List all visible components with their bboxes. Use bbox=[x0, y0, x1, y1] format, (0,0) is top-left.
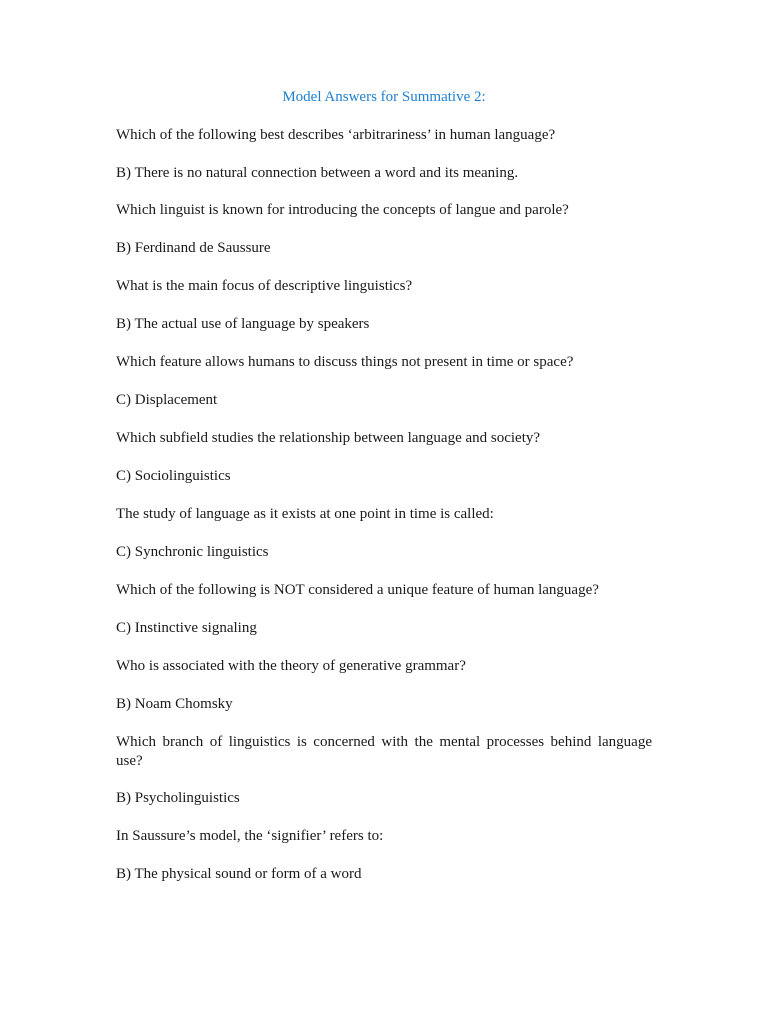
question-text: Which branch of linguistics is concerned with the mental processes behind language use? bbox=[116, 734, 652, 769]
answer-text: B) The actual use of language by speakers bbox=[116, 316, 370, 332]
question-text: Who is associated with the theory of generative grammar? bbox=[116, 658, 466, 674]
answer-text: C) Sociolinguistics bbox=[116, 468, 231, 484]
question-text: What is the main focus of descriptive linguistics? bbox=[116, 278, 413, 294]
question-text: Which feature allows humans to discuss things not present in time or space? bbox=[116, 354, 574, 370]
question-text: Which of the following best describes ‘arbitrariness’ in human language? bbox=[116, 127, 556, 143]
question-text: Which of the following is NOT considered a unique feature of human language? bbox=[116, 582, 599, 598]
answer-text: C) Synchronic linguistics bbox=[116, 544, 269, 560]
answer-text: B) Psycholinguistics bbox=[116, 790, 240, 806]
question-text: In Saussure’s model, the ‘signifier’ refers to: bbox=[116, 828, 384, 844]
answer-text: B) There is no natural connection between a word and its meaning. bbox=[116, 165, 519, 181]
document-title: Model Answers for Summative 2: bbox=[282, 89, 486, 105]
answer-text: C) Instinctive signaling bbox=[116, 620, 257, 636]
question-text: Which subfield studies the relationship between language and society? bbox=[116, 430, 541, 446]
answer-text: B) Noam Chomsky bbox=[116, 696, 233, 712]
question-text: Which linguist is known for introducing the concepts of langue and parole? bbox=[116, 202, 569, 218]
answer-text: B) The physical sound or form of a word bbox=[116, 866, 362, 882]
question-text: The study of language as it exists at one point in time is called: bbox=[116, 506, 494, 522]
answer-text: B) Ferdinand de Saussure bbox=[116, 240, 271, 256]
answer-text: C) Displacement bbox=[116, 392, 218, 408]
